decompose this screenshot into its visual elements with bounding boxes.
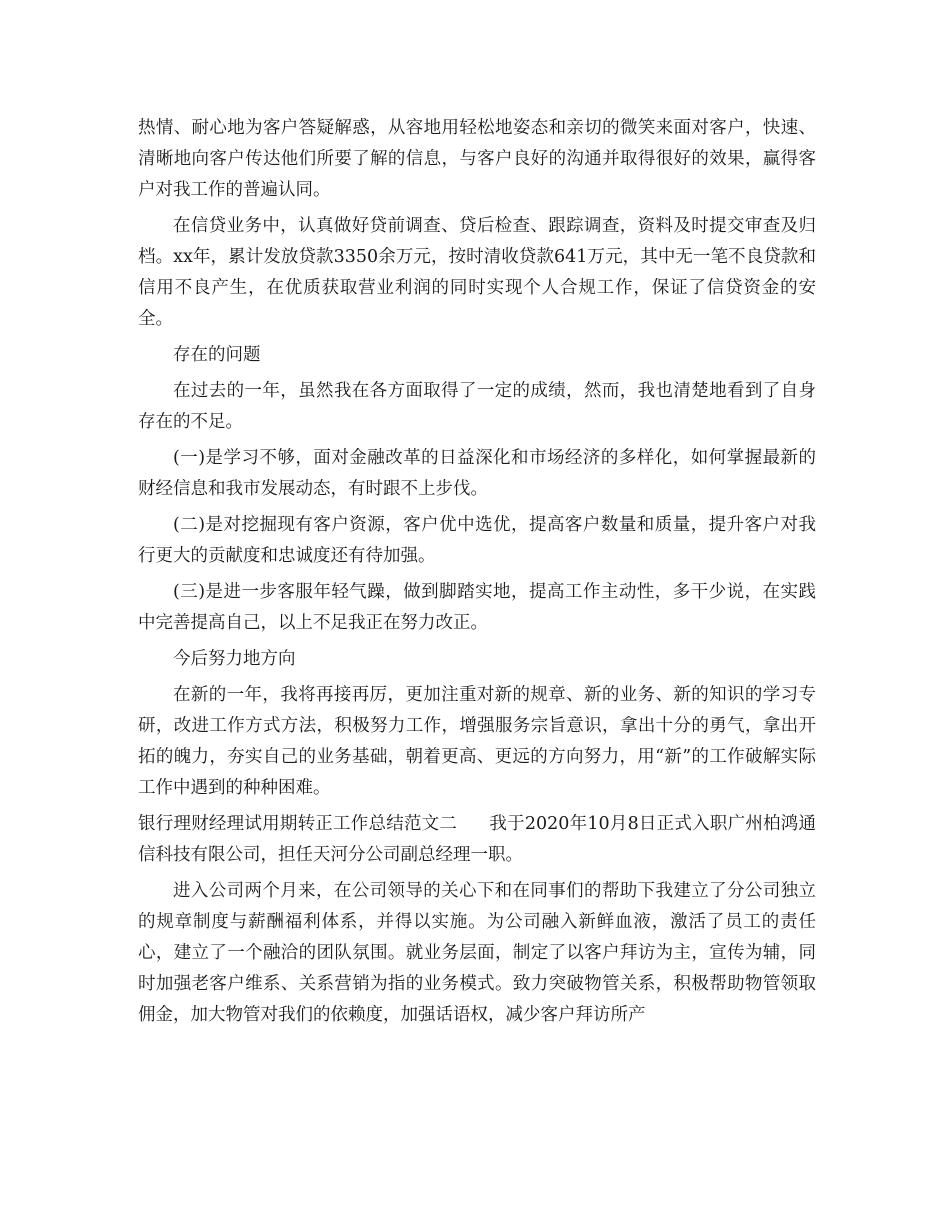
section-title: 银行理财经理试用期转正工作总结范文二: [138, 814, 458, 834]
paragraph-problem-3: (三)是进一步客服年轻气躁，做到脚踏实地，提高工作主动性，多干少说，在实践中完善提高自己，以上不足我正在努力改正。: [138, 582, 816, 633]
paragraph-credit-business: 在信贷业务中，认真做好贷前调查、贷后检查、跟踪调查，资料及时提交审查及归档。xx年，累计发放贷款3350余万元，按时清收贷款641万元，其中无一笔不良贷款和信用不良产生，在优质获取营业利润的同时实现个人合规工作，保证了信贷资金的安全。: [138, 216, 816, 329]
paragraph-1: 热情、耐心地为客户答疑解惑，从容地用轻松地姿态和亲切的微笑来面对客户，快速、清晰地向客户传达他们所要了解的信息，与客户良好的沟通并取得很好的效果，赢得客户对我工作的普遍认同。: [138, 118, 816, 200]
section-intro: 我于2020年10月8日正式入职广州柏鸿通信科技有限公司，担任天河分公司副总经理一职。: [138, 814, 817, 865]
paragraph-new-year: 在新的一年，我将再接再厉，更加注重对新的规章、新的业务、新的知识的学习专研，改进工作方式方法，积极努力工作，增强服务宗旨意识，拿出十分的勇气，拿出开拓的魄力，夯实自己的业务基础，朝着更高、更远的方向努力，用“新”的工作破解实际工作中遇到的种种困难。: [138, 685, 816, 798]
paragraph-past-year: 在过去的一年，虽然我在各方面取得了一定的成绩，然而，我也清楚地看到了自身存在的不足。: [138, 381, 816, 432]
paragraph-problem-1: (一)是学习不够，面对金融改革的日益深化和市场经济的多样化，如何掌握最新的财经信息和我市发展动态，有时跟不上步伐。: [138, 448, 816, 499]
section-title-paragraph: [138, 809, 816, 871]
heading-future-direction: 今后努力地方向: [173, 649, 296, 669]
paragraph-problem-2: (二)是对挖掘现有客户资源，客户优中选优，提高客户数量和质量，提升客户对我行更大的贡献度和忠诚度还有待加强。: [138, 515, 816, 566]
document-page: [138, 113, 816, 1036]
heading-existing-problems: 存在的问题: [173, 345, 261, 365]
paragraph-closing: 进入公司两个月来，在公司领导的关心下和在同事们的帮助下我建立了分公司独立的规章制度与薪酬福利体系，并得以实施。为公司融入新鲜血液，激活了员工的责任心，建立了一个融洽的团队氛围。就业务层面，制定了以客户拜访为主，宣传为辅，同时加强老客户维系、关系营销为指的业务模式。致力突破物管关系，积极帮助物管领取佣金，加大物管对我们的依赖度，加强话语权，减少客户拜访所产: [138, 881, 816, 1025]
